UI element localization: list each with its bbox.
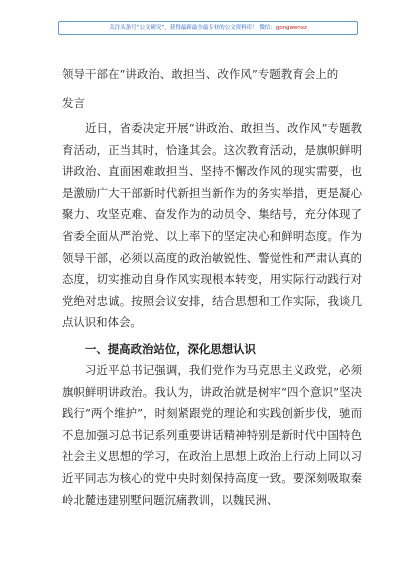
paragraph-intro: 近日，省委决定开展“讲政治、敢担当、改作风”专题教育活动，正当其时，恰逢其会。这次教育活动，是旗帜鲜明讲政治、直面困难敢担当、坚持不懈改作风的现实需要，也是激励广大干部新时代新担当新作为的务实举措，更是凝心聚力、攻坚克难、奋发作为的动员令、集结号，充分体现了省委全面从严治党、以上率下的坚定决心和鲜明态度。作为领导干部，必须以高度的政治敏锐性、警觉性和严肃认真的态度，切实推动自身作风实现根本转变，用实际行动践行对党绝对忠诚。按照会议安排，结合思想和工作实际，我谈几点认识和体会。 bbox=[62, 121, 362, 330]
document-title-line-1: 领导干部在“讲政治、敢担当、改作风”专题教育会上的 bbox=[62, 67, 339, 81]
promo-banner-text: 关注头条号“公文研究”，获得最新最全最专业的公文资料库！ 微信： bbox=[109, 25, 276, 31]
section-heading-1: 一、提高政治站位，深化思想认识 bbox=[85, 342, 256, 356]
promo-banner-wechat-id: gongwenxz bbox=[275, 25, 307, 31]
paragraph-section-1: 习近平总书记强调，我们党作为马克思主义政党，必须旗帜鲜明讲政治。我认为，讲政治就是树牢“四个意识”坚决践行“两个维护”，时刻紧跟党的理论和实践创新步伐，驰而不息加强习总书记系列重要讲话精神特别是新时代中国特色社会主义思想的学习，在政治上思想上政治上行动上同以习近平同志为核心的党中央时刻保持高度一致。要深刻吸取秦岭北麓违建别墅问题沉痛教训，以魏民洲、 bbox=[62, 363, 362, 507]
promo-banner bbox=[58, 21, 358, 35]
document-title-line-2: 发言 bbox=[62, 96, 85, 110]
